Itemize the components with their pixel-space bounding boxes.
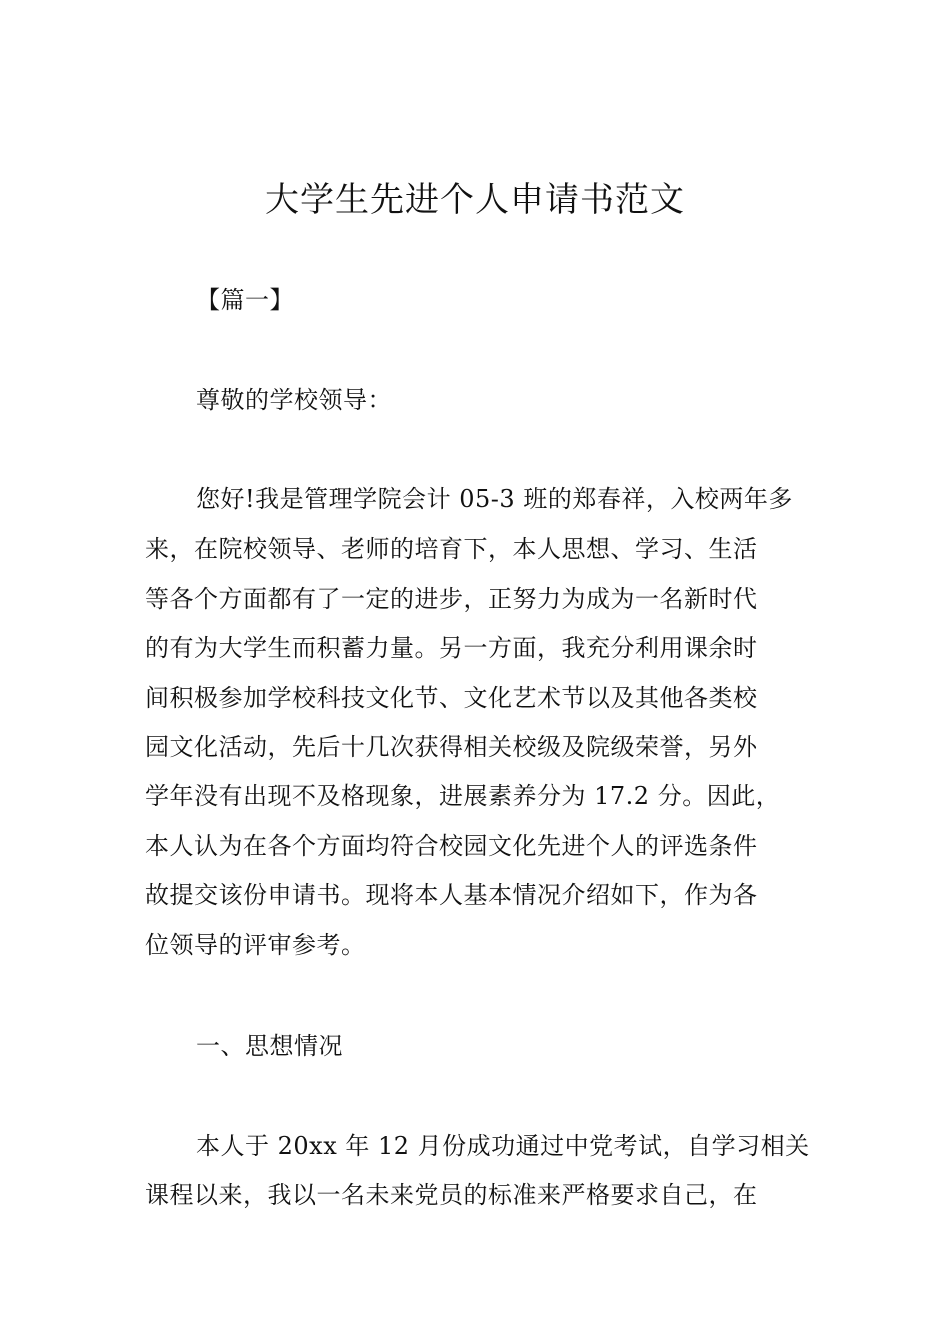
paragraph-line: 位领导的评审参考。	[145, 931, 366, 959]
paragraph-line: 本人于 20xx 年 12 月份成功通过中党考试，自学习相关	[196, 1132, 810, 1160]
paragraph-line: 本人认为在各个方面均符合校园文化先进个人的评选条件	[145, 832, 758, 860]
document-title: 大学生先进个人申请书范文	[265, 180, 685, 220]
paragraph-line: 来，在院校领导、老师的培育下，本人思想、学习、生活	[145, 535, 758, 563]
paragraph-line: 间积极参加学校科技文化节、文化艺术节以及其他各类校	[145, 684, 758, 712]
paragraph-line: 您好!我是管理学院会计 05-3 班的郑春祥，入校两年多	[196, 485, 793, 513]
paragraph-line: 的有为大学生而积蓄力量。另一方面，我充分利用课余时	[145, 634, 758, 662]
paragraph-line: 故提交该份申请书。现将本人基本情况介绍如下，作为各	[145, 881, 758, 909]
paragraph-line: 园文化活动，先后十几次获得相关校级及院级荣誉，另外	[145, 733, 758, 761]
paragraph-line: 学年没有出现不及格现象，进展素养分为 17.2 分。因此，	[145, 782, 781, 810]
paragraph-line: 课程以来，我以一名未来党员的标准来严格要求自己，在	[145, 1181, 758, 1209]
salutation: 尊敬的学校领导：	[196, 386, 392, 414]
paragraph-line: 等各个方面都有了一定的进步，正努力为成为一名新时代	[145, 585, 758, 613]
section-heading: 一、思想情况	[196, 1032, 343, 1060]
section-tag: 【篇一】	[196, 286, 294, 314]
